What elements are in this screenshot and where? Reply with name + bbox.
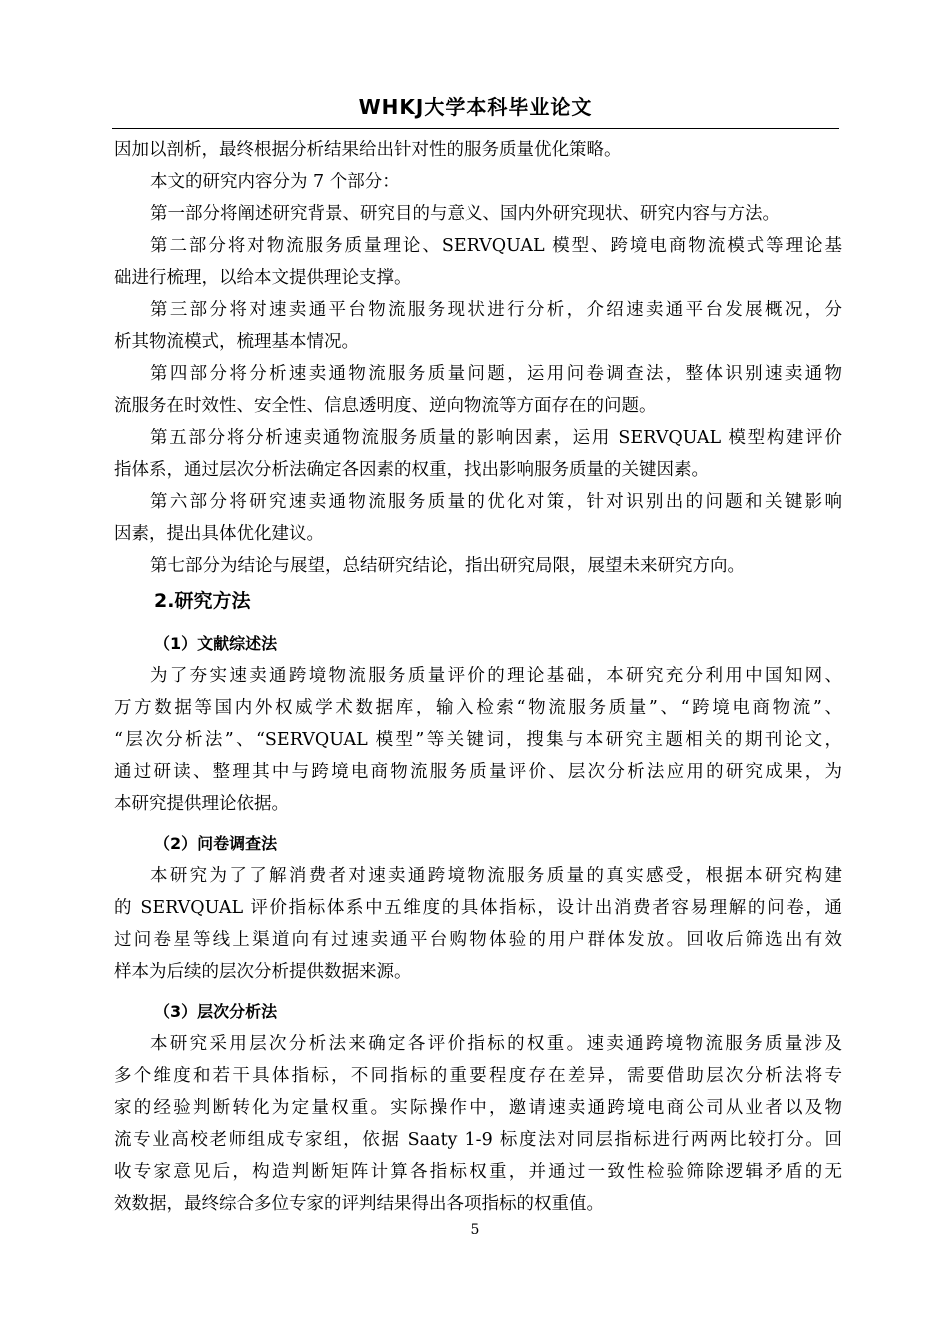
text-line: 第五部分将分析速卖通物流服务质量的影响因素，运用 SERVQUAL 模型构建评价 bbox=[150, 428, 842, 448]
text-line: 本文的研究内容分为 7 个部分： bbox=[150, 172, 400, 192]
text-line: 的 SERVQUAL 评价指标体系中五维度的具体指标，设计出消费者容易理解的问卷，通 bbox=[114, 898, 842, 918]
text-line: 收专家意见后，构造判断矩阵计算各指标权重，并通过一致性检验筛除逻辑矛盾的无 bbox=[114, 1162, 842, 1182]
text-line: 第六部分将研究速卖通物流服务质量的优化对策，针对识别出的问题和关键影响 bbox=[150, 492, 842, 512]
page-number: 5 bbox=[470, 1222, 480, 1238]
text-line: 第三部分将对速卖通平台物流服务现状进行分析，介绍速卖通平台发展概况，分 bbox=[150, 300, 842, 320]
text-line: 第四部分将分析速卖通物流服务质量问题，运用问卷调查法，整体识别速卖通物 bbox=[150, 364, 842, 384]
section-heading: 2.研究方法 bbox=[154, 590, 251, 612]
text-line: “层次分析法”、“SERVQUAL 模型”等关键词，搜集与本研究主题相关的期刊论文， bbox=[114, 730, 842, 750]
text-line: 家的经验判断转化为定量权重。实际操作中，邀请速卖通跨境电商公司从业者以及物 bbox=[114, 1098, 842, 1118]
text-line: 第一部分将阐述研究背景、研究目的与意义、国内外研究现状、研究内容与方法。 bbox=[150, 204, 780, 224]
text-line: 第七部分为结论与展望，总结研究结论，指出研究局限，展望未来研究方向。 bbox=[150, 556, 745, 576]
header-title: WHKJ大学本科毕业论文 bbox=[358, 95, 593, 119]
text-line: 样本为后续的层次分析提供数据来源。 bbox=[114, 962, 412, 982]
text-line: 本研究为了了解消费者对速卖通跨境物流服务质量的真实感受，根据本研究构建 bbox=[150, 866, 842, 886]
text-line: 通过研读、整理其中与跨境电商物流服务质量评价、层次分析法应用的研究成果，为 bbox=[114, 762, 842, 782]
page-header bbox=[112, 94, 839, 129]
text-line: 流专业高校老师组成专家组，依据 Saaty 1-9 标度法对同层指标进行两两比较打分。回 bbox=[114, 1130, 842, 1150]
subsection-heading: （1）文献综述法 bbox=[154, 634, 278, 653]
text-line: 多个维度和若干具体指标，不同指标的重要程度存在差异，需要借助层次分析法将专 bbox=[114, 1066, 842, 1086]
subsection-heading: （3）层次分析法 bbox=[154, 1002, 278, 1021]
text-line: 本研究提供理论依据。 bbox=[114, 794, 289, 814]
body-text bbox=[114, 134, 842, 1220]
text-line: 本研究采用层次分析法来确定各评价指标的权重。速卖通跨境物流服务质量涉及 bbox=[150, 1034, 842, 1054]
text-line: 第二部分将对物流服务质量理论、SERVQUAL 模型、跨境电商物流模式等理论基 bbox=[150, 236, 842, 256]
text-line: 因加以剖析，最终根据分析结果给出针对性的服务质量优化策略。 bbox=[114, 140, 622, 160]
subsection-heading: （2）问卷调查法 bbox=[154, 834, 278, 853]
text-line: 万方数据等国内外权威学术数据库，输入检索“物流服务质量”、“跨境电商物流”、 bbox=[114, 698, 842, 718]
text-line: 因素，提出具体优化建议。 bbox=[114, 524, 324, 544]
text-line: 流服务在时效性、安全性、信息透明度、逆向物流等方面存在的问题。 bbox=[114, 396, 657, 416]
text-line: 指体系，通过层次分析法确定各因素的权重，找出影响服务质量的关键因素。 bbox=[114, 460, 709, 480]
text-line: 过问卷星等线上渠道向有过速卖通平台购物体验的用户群体发放。回收后筛选出有效 bbox=[114, 930, 842, 950]
text-line: 析其物流模式，梳理基本情况。 bbox=[114, 332, 359, 352]
text-line: 效数据，最终综合多位专家的评判结果得出各项指标的权重值。 bbox=[114, 1194, 604, 1214]
text-line: 为了夯实速卖通跨境物流服务质量评价的理论基础，本研究充分利用中国知网、 bbox=[150, 666, 842, 686]
text-line: 础进行梳理，以给本文提供理论支撑。 bbox=[114, 268, 412, 288]
